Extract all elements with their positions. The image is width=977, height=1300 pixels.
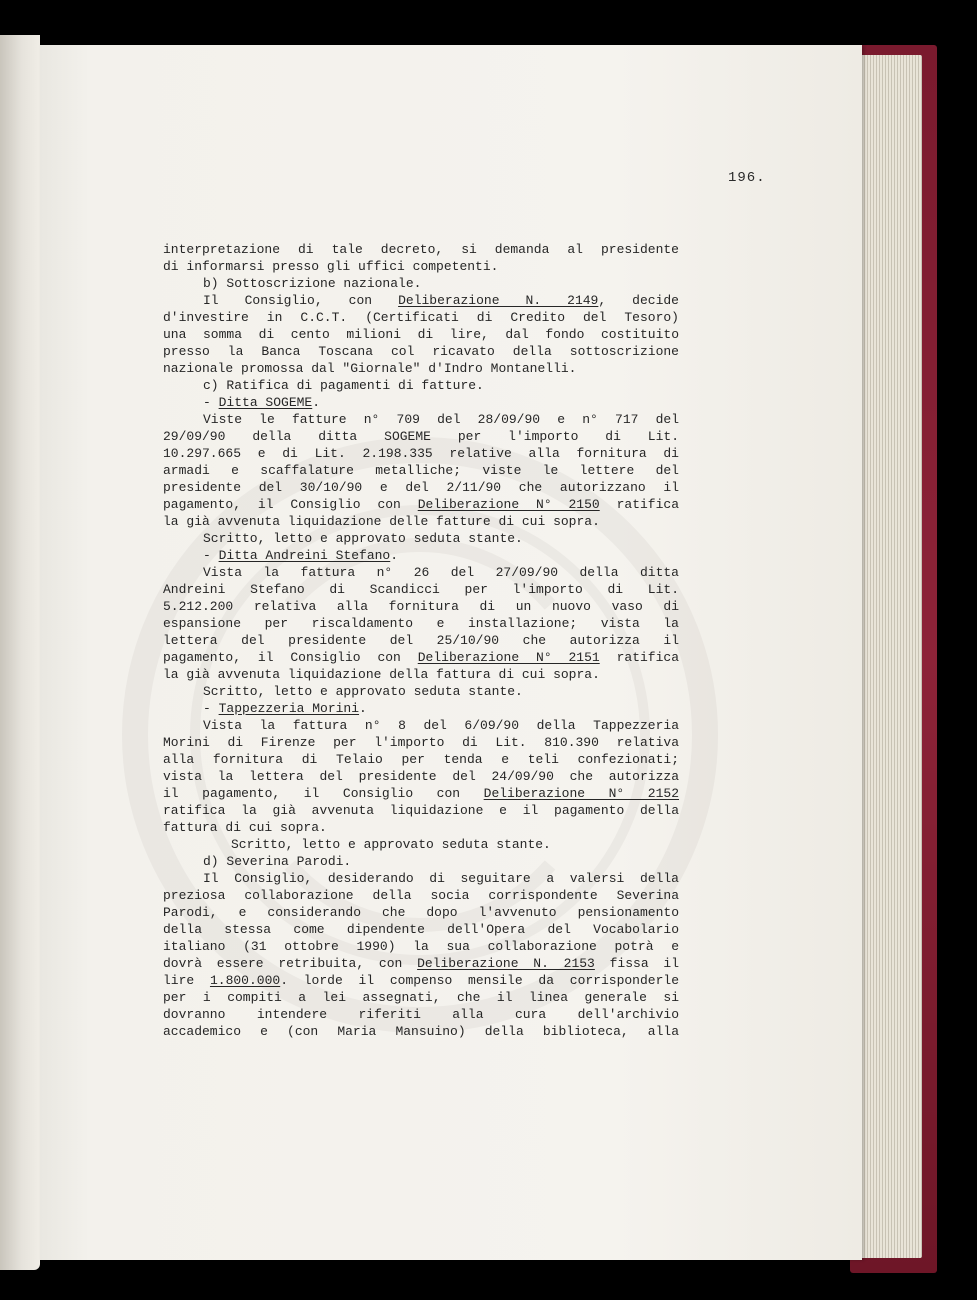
text-line xyxy=(163,275,679,292)
text-segment: 10.297.665 e di Lit. 2.198.335 relative alla fornitura di xyxy=(163,446,679,461)
text-line xyxy=(163,938,679,955)
text-segment: espansione per riscaldamento e installazione; vista la xyxy=(163,616,679,631)
text-line xyxy=(163,394,679,411)
text-line xyxy=(163,513,679,530)
text-line xyxy=(163,683,679,700)
text-segment: lettera del presidente del 25/10/90 che autorizza il xyxy=(163,633,679,648)
text-segment: lire xyxy=(163,973,210,988)
text-segment: Andreini Stefano di Scandicci per l'importo di Lit. xyxy=(163,582,679,597)
underlined-reference: Deliberazione N° 2152 xyxy=(483,786,680,801)
text-segment: presso la Banca Toscana col ricavato della sottoscrizione xyxy=(163,344,679,359)
text-segment: , decide xyxy=(598,293,679,308)
text-line xyxy=(163,853,679,870)
text-line xyxy=(163,530,679,547)
text-line xyxy=(163,955,679,972)
text-segment: fattura di cui sopra. xyxy=(163,820,327,835)
text-segment: 5.212.200 relativa alla fornitura di un nuovo vaso di xyxy=(163,599,679,614)
text-segment: ratifica xyxy=(599,650,680,665)
text-line xyxy=(163,649,679,666)
text-line xyxy=(163,496,679,513)
underlined-reference: Ditta Andreini Stefano xyxy=(218,548,391,563)
text-line xyxy=(163,802,679,819)
text-line xyxy=(163,564,679,581)
text-line xyxy=(163,836,679,853)
text-line xyxy=(163,377,679,394)
underlined-reference: Tappezzeria Morini xyxy=(218,701,360,716)
text-line xyxy=(163,717,679,734)
text-line xyxy=(163,785,679,802)
text-segment: . xyxy=(390,548,399,563)
facing-page-edge xyxy=(0,35,40,1270)
text-line xyxy=(163,547,679,564)
document-page xyxy=(40,45,862,1260)
text-segment: - xyxy=(203,548,219,563)
text-segment: d'investire in C.C.T. (Certificati di Credito del Tesoro) xyxy=(163,310,679,325)
text-line xyxy=(163,1023,679,1040)
document-body xyxy=(163,241,679,1040)
text-segment: Vista la fattura n° 26 del 27/09/90 della ditta xyxy=(203,565,679,580)
text-segment: c) Ratifica di pagamenti di fatture. xyxy=(203,378,484,393)
text-line xyxy=(163,1006,679,1023)
text-line xyxy=(163,309,679,326)
text-segment: . lorde il compenso mensile da corrisponderle xyxy=(280,973,679,988)
text-line xyxy=(163,343,679,360)
text-segment: di informarsi presso gli uffici competenti. xyxy=(163,259,499,274)
text-segment: della stessa come dipendente dell'Opera del Vocabolario xyxy=(163,922,679,937)
text-line xyxy=(163,751,679,768)
text-line xyxy=(163,598,679,615)
text-segment: dovranno intendere riferiti alla cura dell'archivio xyxy=(163,1007,679,1022)
text-segment: la già avvenuta liquidazione della fattura di cui sopra. xyxy=(163,667,600,682)
text-segment: il pagamento, il Consiglio con xyxy=(163,786,484,801)
text-segment: nazionale promossa dal "Giornale" d'Indro Montanelli. xyxy=(163,361,577,376)
text-line xyxy=(163,258,679,275)
text-segment: accademico e (con Maria Mansuino) della biblioteca, alla xyxy=(163,1024,679,1039)
text-segment: vista la lettera del presidente del 24/09/90 che autorizza xyxy=(163,769,679,784)
text-line xyxy=(163,581,679,598)
text-segment: ratifica xyxy=(599,497,680,512)
text-line xyxy=(163,241,679,258)
text-line xyxy=(163,428,679,445)
text-segment: una somma di cento milioni di lire, dal fondo costituito xyxy=(163,327,679,342)
text-line xyxy=(163,887,679,904)
underlined-reference: Deliberazione N. 2153 xyxy=(417,956,595,971)
text-segment: Scritto, letto e approvato seduta stante. xyxy=(203,531,523,546)
text-segment: Morini di Firenze per l'importo di Lit. 810.390 relativa xyxy=(163,735,679,750)
text-line xyxy=(163,666,679,683)
text-segment: Vista la fattura n° 8 del 6/09/90 della Tappezzeria xyxy=(203,718,679,733)
text-segment: - xyxy=(203,395,219,410)
text-segment: preziosa collaborazione della socia corrispondente Severina xyxy=(163,888,679,903)
text-segment: - xyxy=(203,701,219,716)
underlined-reference: Ditta SOGEME xyxy=(218,395,313,410)
text-line xyxy=(163,360,679,377)
text-segment: presidente del 30/10/90 e del 2/11/90 che autorizzano il xyxy=(163,480,679,495)
text-segment: alla fornitura di Telaio per tenda e teli confezionati; xyxy=(163,752,679,767)
text-line xyxy=(163,445,679,462)
underlined-reference: 1.800.000 xyxy=(209,973,281,988)
text-segment: pagamento, il Consiglio con xyxy=(163,497,418,512)
text-line xyxy=(163,870,679,887)
text-segment: Il Consiglio, con xyxy=(203,293,399,308)
text-line xyxy=(163,768,679,785)
text-line xyxy=(163,700,679,717)
text-line xyxy=(163,411,679,428)
page-number: 196. xyxy=(728,170,766,186)
text-segment: italiano (31 ottobre 1990) la sua collaborazione potrà e xyxy=(163,939,679,954)
text-line xyxy=(163,632,679,649)
underlined-reference: Deliberazione N. 2149 xyxy=(398,293,599,308)
text-segment: fissa il xyxy=(594,956,679,971)
text-segment: per i compiti a lei assegnati, che il linea generale si xyxy=(163,990,679,1005)
text-line xyxy=(163,292,679,309)
text-segment: Parodi, e considerando che dopo l'avvenuto pensionamento xyxy=(163,905,679,920)
text-segment: Scritto, letto e approvato seduta stante. xyxy=(203,684,523,699)
underlined-reference: Deliberazione N° 2150 xyxy=(417,497,600,512)
text-segment: la già avvenuta liquidazione delle fatture di cui sopra. xyxy=(163,514,600,529)
text-segment: dovrà essere retribuita, con xyxy=(163,956,418,971)
text-segment: 29/09/90 della ditta SOGEME per l'importo di Lit. xyxy=(163,429,679,444)
text-line xyxy=(163,921,679,938)
text-segment: d) Severina Parodi. xyxy=(203,854,352,869)
text-segment: b) Sottoscrizione nazionale. xyxy=(203,276,422,291)
text-segment: interpretazione di tale decreto, si demanda al presidente xyxy=(163,242,679,257)
text-segment: . xyxy=(359,701,367,716)
text-segment: pagamento, il Consiglio con xyxy=(163,650,418,665)
text-line xyxy=(163,479,679,496)
text-line xyxy=(163,734,679,751)
text-segment: Scritto, letto e approvato seduta stante. xyxy=(231,837,551,852)
text-line xyxy=(163,462,679,479)
text-segment: . xyxy=(312,395,321,410)
text-segment: Il Consiglio, desiderando di seguitare a valersi della xyxy=(203,871,679,886)
text-segment: ratifica la già avvenuta liquidazione e il pagamento della xyxy=(163,803,679,818)
text-segment: Viste le fatture n° 709 del 28/09/90 e n° 717 del xyxy=(203,412,679,427)
text-segment: armadi e scaffalature metalliche; viste le lettere del xyxy=(163,463,679,478)
text-line xyxy=(163,819,679,836)
text-line xyxy=(163,615,679,632)
text-line xyxy=(163,972,679,989)
underlined-reference: Deliberazione N° 2151 xyxy=(417,650,600,665)
text-line xyxy=(163,326,679,343)
text-line xyxy=(163,904,679,921)
text-line xyxy=(163,989,679,1006)
